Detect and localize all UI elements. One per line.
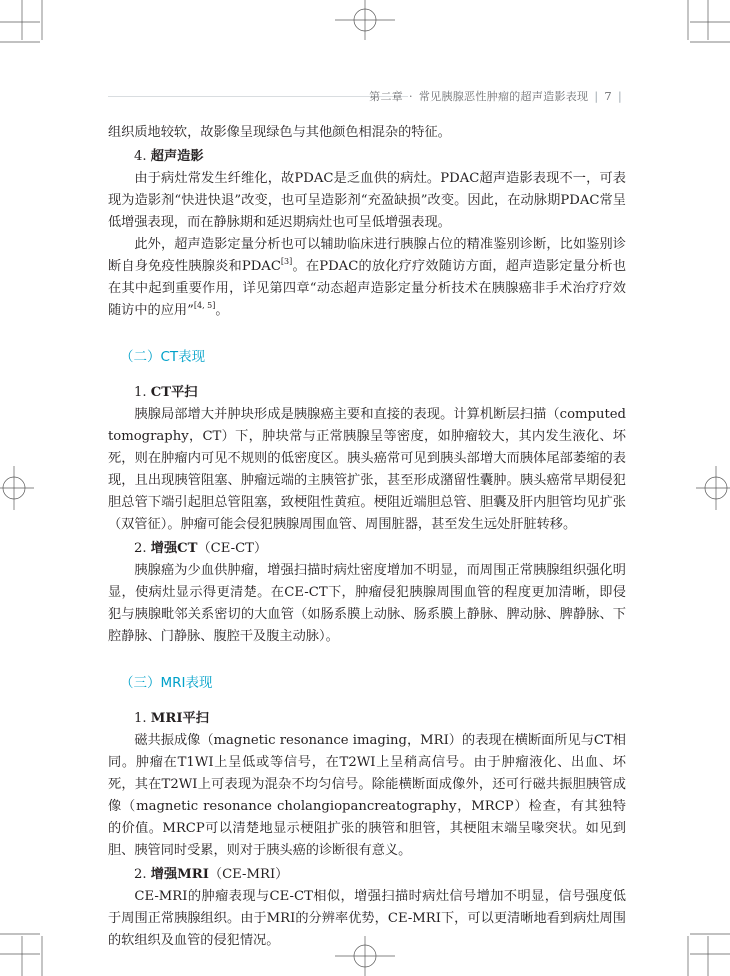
paragraph-ce-ct: 胰腺癌为少血供肿瘤，增强扫描时病灶密度增加不明显，而周围正常胰腺组织强化明显，使病灶显示得更清楚。在CE-CT下，肿瘤侵犯胰腺周围血管的程度更加清晰，即侵犯与胰腺毗邻关系密切的大血管（如肠系膜上动脉、肠系膜上静脉、脾动脉、脾静脉、下腔静脉、门静脉、腹腔干及腹主动脉）。 xyxy=(108,563,626,644)
citation-ref: [4, 5] xyxy=(193,301,216,310)
running-head xyxy=(369,88,622,104)
running-head-rule xyxy=(108,96,408,97)
paragraph-mri-plain: 磁共振成像（magnetic resonance imaging，MRI）的表现在横断面所见与CT相同。肿瘤在T1WI上呈低或等信号，在T2WI上呈稍高信号。由于肿瘤液化、出血、坏死，其在T2WI上可表现为混杂不均匀信号。除能横断面成像外，还可行磁共振胆胰管成像（magnetic resonance cholangiopancreatography，MRCP）检查，有其独特的价值。MRCP可以清楚地显示梗阻扩张的胰管和胆管，其梗阻末端呈喙突状。如见到胆、胰管同时受累，则对于胰头癌的诊断很有意义。 xyxy=(108,733,626,858)
paragraph-ceus-2 xyxy=(108,234,626,322)
page-number: 7 xyxy=(604,89,612,103)
citation-ref: [3] xyxy=(280,257,293,266)
paragraph-continued: 组织质地较软，故影像呈现绿色与其他颜色相混杂的特征。 xyxy=(108,125,451,140)
subheading-mri-plain xyxy=(134,708,626,730)
section-heading-mri: （三）MRI表现 xyxy=(120,675,213,691)
subheading-title: 超声造影 xyxy=(150,149,204,164)
subheading-number: 2. xyxy=(134,867,147,882)
paragraph-ceus-2-text-b: 。在PDAC的放化疗疗效随访方面，超声造影定量分析也在其中起到重要作用，详见第四章“动态超声造影定量分析技术在胰腺癌非手术治疗疗效随访中的应用” xyxy=(108,259,627,318)
subheading-number: 1. xyxy=(134,711,147,726)
subheading-ce-mri xyxy=(134,864,626,886)
paragraph-ct-plain: 胰腺局部增大并肿块形成是胰腺癌主要和直接的表现。计算机断层扫描（computed tomography，CT）下，肿块常与正常胰腺呈等密度，如肿瘤较大，其内发生液化、坏死，则在肿瘤内可见不规则的低密度区。胰头癌常可见到胰头部增大而胰体尾部萎缩的表现，且出现胰管阻塞、肿瘤远端的主胰管扩张，甚至形成潴留性囊肿。胰头癌常早期侵犯胆总管下端引起胆总管阻塞，致梗阻性黄疸。梗阻近端胆总管、胆囊及肝内胆管均见扩张（双管征）。肿瘤可能会侵犯胰腺周围血管、周围脏器，甚至发生远处肝脏转移。 xyxy=(108,407,626,532)
header-divider: | xyxy=(594,89,599,103)
subheading-title: MRI平扫 xyxy=(150,711,209,726)
paragraph-ceus-2-text-a: 此外，超声造影定量分析也可以辅助临床进行胰腺占位的精准鉴别诊断，比如鉴别诊断自身免疫性胰腺炎和PDAC xyxy=(108,237,626,274)
paragraph-ce-mri: CE-MRI的肿瘤表现与CE-CT相似，增强扫描时病灶信号增加不明显，信号强度低于周围正常胰腺组织。由于MRI的分辨率优势，CE-MRI下，可以更清晰地看到病灶周围的软组织及血管的侵犯情况。 xyxy=(108,889,626,948)
subheading-abbr: （CE-CT） xyxy=(197,541,268,556)
subheading-ct-plain xyxy=(134,382,626,404)
subheading-ce-ct xyxy=(134,538,626,560)
subheading-title: 增强CT xyxy=(150,541,198,556)
paragraph-ceus-2-text-c: 。 xyxy=(215,303,229,318)
paragraph-ceus-1: 由于病灶常发生纤维化，故PDAC是乏血供的病灶。PDAC超声造影表现不一，可表现为造影剂“快进快退”改变，也可呈造影剂“充盈缺损”改变。因此，在动脉期PDAC常呈低增强表现，而在静脉期和延迟期病灶也可呈低增强表现。 xyxy=(108,171,626,230)
chapter-label: 第二章 xyxy=(369,90,404,103)
subheading-abbr: （CE-MRI） xyxy=(208,867,289,882)
page-body xyxy=(108,122,626,952)
chapter-title: 常见胰腺恶性肿瘤的超声造影表现 xyxy=(418,90,589,103)
subheading-title: CT平扫 xyxy=(150,385,198,400)
subheading-title: 增强MRI xyxy=(150,867,209,882)
header-divider-end: | xyxy=(617,89,622,103)
subheading-ceus xyxy=(134,146,626,168)
subheading-number: 1. xyxy=(134,385,147,400)
subheading-number: 2. xyxy=(134,541,147,556)
header-dot: · xyxy=(409,89,413,103)
subheading-number: 4. xyxy=(134,149,147,164)
section-heading-ct: （二）CT表现 xyxy=(120,349,206,365)
